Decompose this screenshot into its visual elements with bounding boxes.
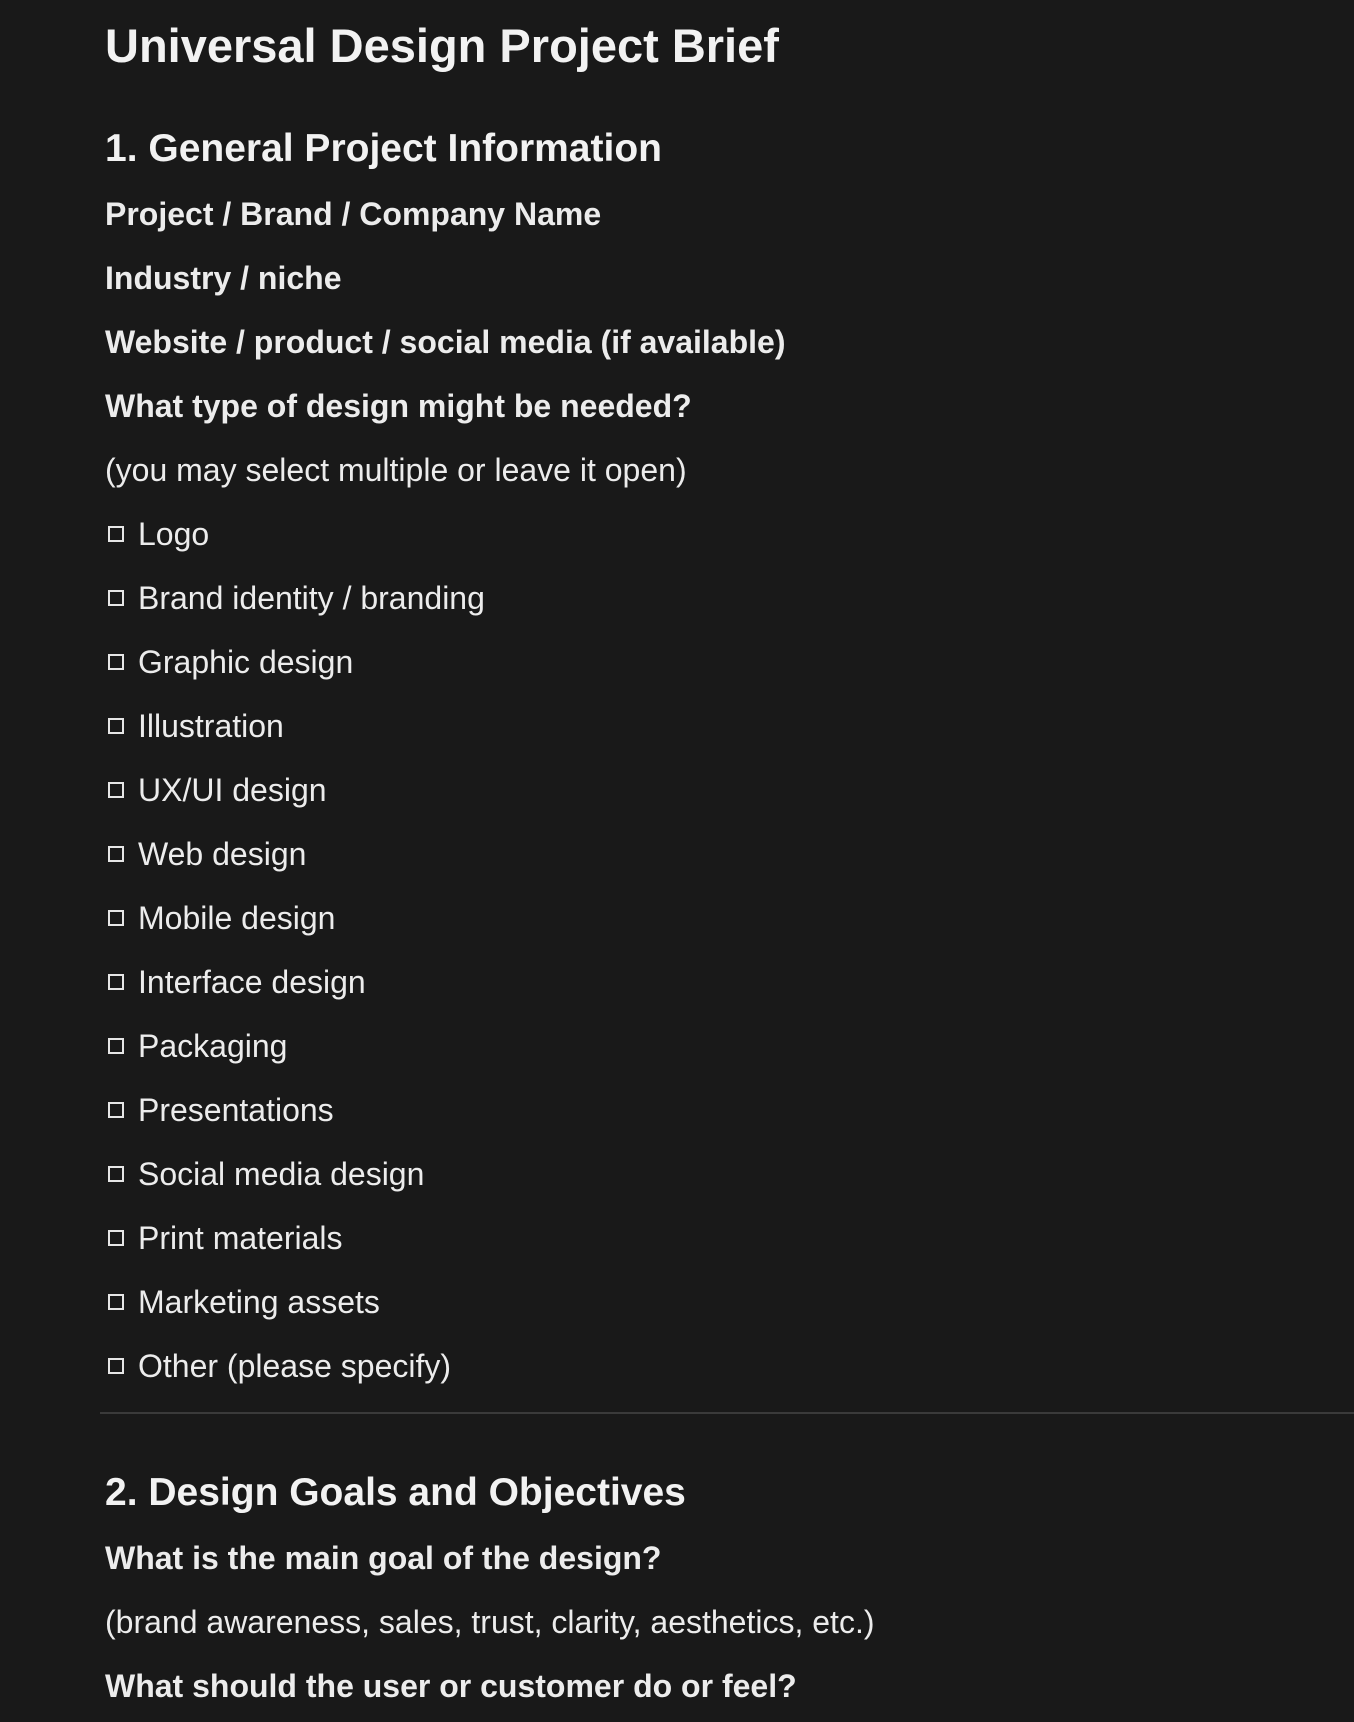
option-label: Other (please specify) bbox=[138, 1348, 452, 1384]
section-heading-general-info: 1. General Project Information bbox=[105, 127, 662, 170]
option-label: Mobile design bbox=[138, 900, 336, 936]
section-heading-design-goals: 2. Design Goals and Objectives bbox=[105, 1471, 686, 1514]
option-label: Logo bbox=[138, 516, 210, 552]
option-label: Social media design bbox=[138, 1156, 425, 1192]
option-brand-identity[interactable] bbox=[105, 578, 485, 618]
option-print-materials[interactable] bbox=[105, 1218, 343, 1258]
option-label: Graphic design bbox=[138, 644, 354, 680]
option-logo[interactable] bbox=[105, 514, 209, 554]
option-social-media-design[interactable] bbox=[105, 1154, 424, 1194]
checkbox-icon[interactable] bbox=[108, 974, 124, 990]
option-label: Packaging bbox=[138, 1028, 288, 1064]
question-user-feel: What should the user or customer do or feel? bbox=[105, 1668, 797, 1704]
checkbox-icon[interactable] bbox=[108, 1166, 124, 1182]
checkbox-icon[interactable] bbox=[108, 910, 124, 926]
checkbox-icon[interactable] bbox=[108, 1230, 124, 1246]
checkbox-icon[interactable] bbox=[108, 526, 124, 542]
checkbox-icon[interactable] bbox=[108, 1038, 124, 1054]
question-main-goal: What is the main goal of the design? bbox=[105, 1540, 662, 1576]
option-mobile-design[interactable] bbox=[105, 898, 335, 938]
field-label-company-name: Project / Brand / Company Name bbox=[105, 196, 602, 232]
option-marketing-assets[interactable] bbox=[105, 1282, 380, 1322]
checkbox-icon[interactable] bbox=[108, 1102, 124, 1118]
page-title: Universal Design Project Brief bbox=[105, 19, 779, 72]
goal-hint: (brand awareness, sales, trust, clarity, aesthetics, etc.) bbox=[105, 1604, 875, 1640]
checkbox-icon[interactable] bbox=[108, 1294, 124, 1310]
option-graphic-design[interactable] bbox=[105, 642, 353, 682]
section-divider bbox=[100, 1412, 1354, 1414]
checkbox-icon[interactable] bbox=[108, 654, 124, 670]
option-label: Print materials bbox=[138, 1220, 343, 1256]
option-label: Illustration bbox=[138, 708, 284, 744]
option-label: Presentations bbox=[138, 1092, 334, 1128]
field-label-website: Website / product / social media (if available) bbox=[105, 324, 786, 360]
option-illustration[interactable] bbox=[105, 706, 284, 746]
option-other[interactable] bbox=[105, 1346, 451, 1386]
option-packaging[interactable] bbox=[105, 1026, 287, 1066]
option-presentations[interactable] bbox=[105, 1090, 334, 1130]
option-ux-ui-design[interactable] bbox=[105, 770, 327, 810]
question-design-type: What type of design might be needed? bbox=[105, 388, 692, 424]
option-interface-design[interactable] bbox=[105, 962, 366, 1002]
checkbox-icon[interactable] bbox=[108, 590, 124, 606]
option-web-design[interactable] bbox=[105, 834, 306, 874]
checkbox-icon[interactable] bbox=[108, 782, 124, 798]
field-label-industry: Industry / niche bbox=[105, 260, 342, 296]
option-label: Marketing assets bbox=[138, 1284, 380, 1320]
option-label: Interface design bbox=[138, 964, 366, 1000]
checkbox-icon[interactable] bbox=[108, 1358, 124, 1374]
option-label: Web design bbox=[138, 836, 307, 872]
checkbox-icon[interactable] bbox=[108, 846, 124, 862]
option-label: Brand identity / branding bbox=[138, 580, 485, 616]
question-hint: (you may select multiple or leave it open) bbox=[105, 452, 687, 488]
option-label: UX/UI design bbox=[138, 772, 327, 808]
checkbox-icon[interactable] bbox=[108, 718, 124, 734]
